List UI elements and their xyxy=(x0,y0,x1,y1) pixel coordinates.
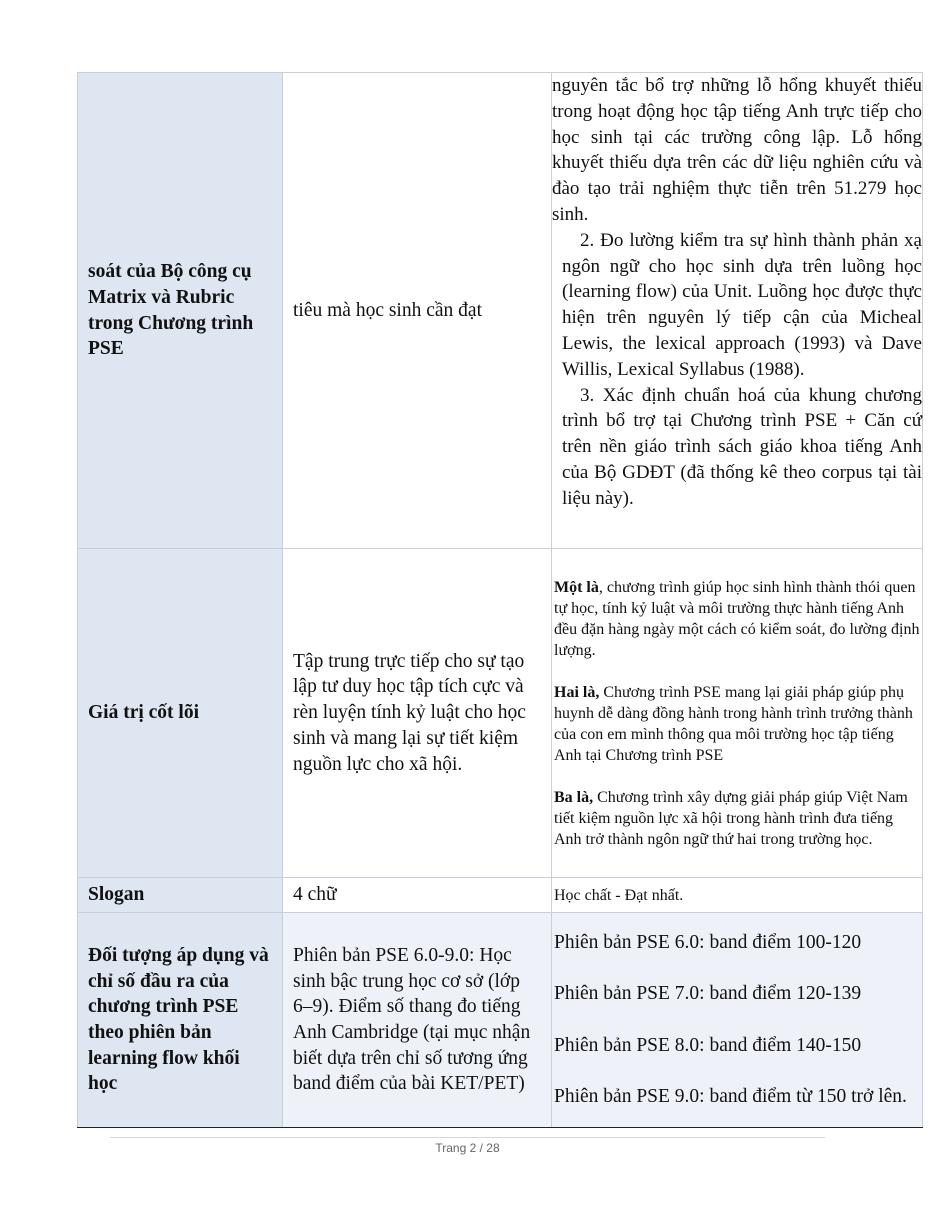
footer-divider xyxy=(110,1137,825,1138)
detail-paragraph: nguyên tắc bổ trợ những lỗ hổng khuyết thiếu trong hoạt động học tập tiếng Anh trực tiếp cho học sinh tại các trường công lập. Lỗ hổng khuyết thiếu dựa trên các dữ liệu nghiên cứu và đào tạo trải nghiệm thực tiễn trên 51.279 học sinh. xyxy=(552,75,922,225)
table-row xyxy=(78,549,923,878)
core-value-text: Chương trình xây dựng giải pháp giúp Việt Nam tiết kiệm nguồn lực xã hội trong hành trình đưa tiếng Anh trở thành ngôn ngữ thứ hai trong trường học. xyxy=(554,788,908,848)
version-band-item: Phiên bản PSE 7.0: band điểm 120-139 xyxy=(554,983,862,1005)
row-header: Giá trị cốt lõi xyxy=(78,549,283,878)
table-row xyxy=(78,913,923,1128)
page-number: Trang 2 / 28 xyxy=(435,1141,500,1155)
slogan-text: Học chất - Đạt nhất. xyxy=(552,878,923,913)
core-value-item xyxy=(554,682,921,766)
version-band-item: Phiên bản PSE 9.0: band điểm từ 150 trở lên. xyxy=(554,1086,907,1108)
core-value-lead: Ba là, xyxy=(554,788,594,806)
detail-paragraph: 3. Xác định chuẩn hoá của khung chương trình bổ trợ tại Chương trình PSE + Căn cứ trên nền giáo trình sách giáo khoa tiếng Anh của Bộ GDĐT (đã thống kê theo corpus tại tài liệu này). xyxy=(562,384,922,509)
core-value-item xyxy=(554,577,921,661)
row-header: Slogan xyxy=(78,878,283,913)
detail-paragraph: 2. Đo lường kiểm tra sự hình thành phản xạ ngôn ngữ cho học sinh dựa trên luồng học (learning flow) của Unit. Luồng học được thực hiện trên nguyên lý tiếp cận của Micheal Lewis, the lexical approach (1993) và Dave Willis, Lexical Syllabus (1988). xyxy=(562,229,922,380)
row-description: tiêu mà học sinh cần đạt xyxy=(283,73,552,549)
row-description: 4 chữ xyxy=(283,878,552,913)
row-details xyxy=(552,549,923,878)
core-value-item xyxy=(554,787,921,850)
row-header: Đối tượng áp dụng và chỉ số đầu ra của chương trình PSE theo phiên bản learning flow khối học xyxy=(78,913,283,1128)
program-info-table xyxy=(77,72,923,1128)
row-details xyxy=(552,73,923,549)
row-description: Tập trung trực tiếp cho sự tạo lập tư duy học tập tích cực và rèn luyện tính kỷ luật cho học sinh và mang lại sự tiết kiệm nguồn lực cho xã hội. xyxy=(283,549,552,878)
core-value-text: , chương trình giúp học sinh hình thành thói quen tự học, tính kỷ luật và môi trường thực hành tiếng Anh đều đặn hàng ngày một cách có kiểm soát, đo lường định lượng. xyxy=(554,578,920,659)
core-value-text: Chương trình PSE mang lại giải pháp giúp phụ huynh dễ dàng đồng hành trong hành trình trưởng thành của con em mình thông qua môi trường học tập tiếng Anh tại Chương trình PSE xyxy=(554,683,913,764)
table-row xyxy=(78,878,923,913)
row-description: Phiên bản PSE 6.0-9.0: Học sinh bậc trung học cơ sở (lớp 6–9). Điểm số thang đo tiếng Anh Cambridge (tại mục nhận biết dựa trên chỉ số tương ứng band điểm của bài KET/PET) xyxy=(283,913,552,1128)
version-band-item: Phiên bản PSE 6.0: band điểm 100-120 xyxy=(554,932,862,954)
table-row xyxy=(78,73,923,549)
core-value-lead: Hai là, xyxy=(554,683,600,701)
core-value-lead: Một là xyxy=(554,578,599,596)
version-band-item: Phiên bản PSE 8.0: band điểm 140-150 xyxy=(554,1034,862,1056)
row-header: soát của Bộ công cụ Matrix và Rubric trong Chương trình PSE xyxy=(78,73,283,549)
row-details xyxy=(552,913,923,1128)
